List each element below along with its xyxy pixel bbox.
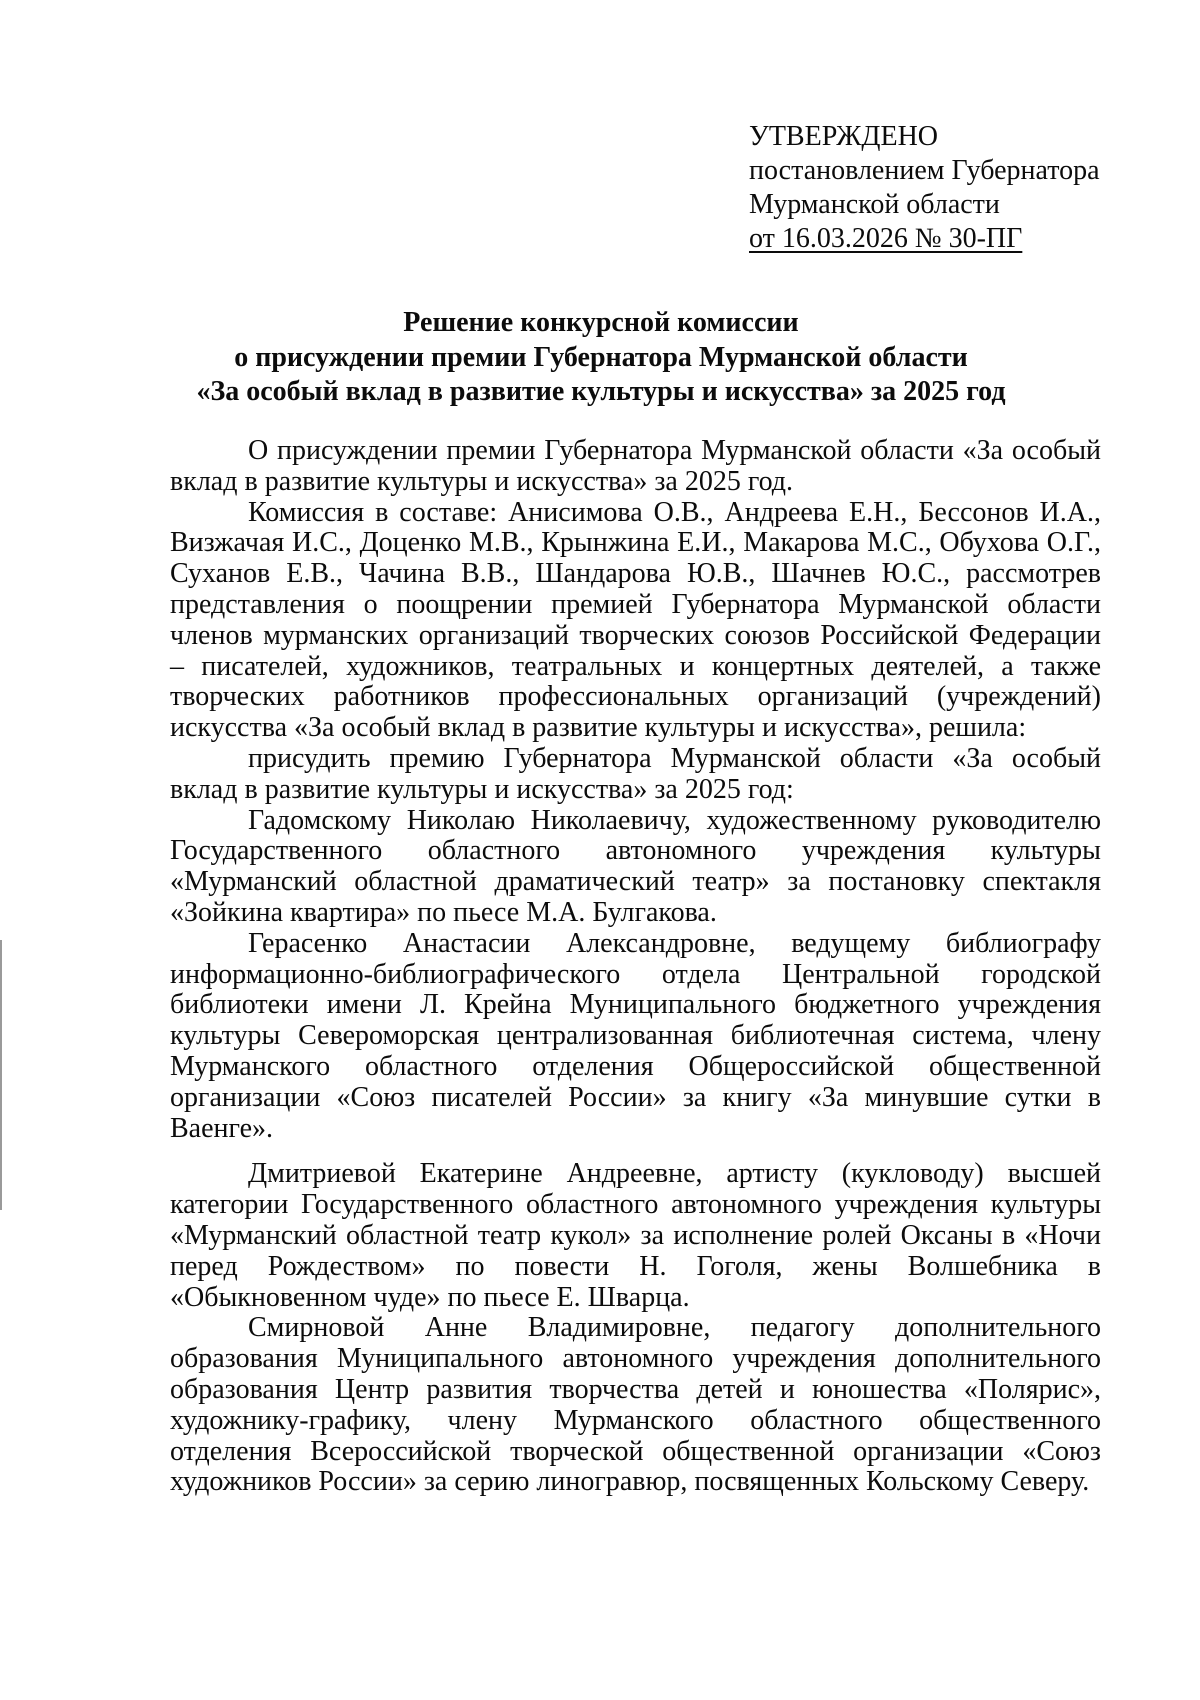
paragraph-award-gadomsky: Гадомскому Николаю Николаевичу, художественному руководителю Государственного областного автономного учреждения культуры «Мурманский областной драматический театр» за постановку спектакля «Зойкина квартира» по пьесе М.А. Булгакова. bbox=[170, 804, 1101, 928]
title-line-3: «За особый вклад в развитие культуры и искусства» за 2025 год bbox=[196, 376, 1006, 407]
approval-region-line: Мурманской области bbox=[749, 189, 1000, 220]
approval-stamp-block bbox=[749, 120, 1100, 256]
paragraph-award-dmitrieva: Дмитриевой Екатерине Андреевне, артисту (кукловоду) высшей категории Государственного областного автономного учреждения культуры «Мурманский областной театр кукол» за исполнение ролей Оксаны в «Ночи перед Рождеством» по повести Н. Гоголя, жены Волшебника в «Обыкновенном чуде» по пьесе Е. Шварца. bbox=[170, 1158, 1101, 1313]
paragraph-decision: присудить премию Губернатора Мурманской области «За особый вклад в развитие культуры и искусства» за 2025 год: bbox=[170, 742, 1101, 805]
document-title bbox=[120, 306, 1082, 410]
approval-heading: УТВЕРЖДЕНО bbox=[749, 121, 939, 152]
paragraph-commission: Комиссия в составе: Анисимова О.В., Андреева Е.Н., Бессонов И.А., Визжачая И.С., Доценко М.В., Крынжина Е.И., Макарова М.С., Обухова О.Г., Суханов Е.В., Чачина В.В., Шандарова Ю.В., Шачнев Ю.С., рассмотрев представления о поощрении премией Губернатора Мурманской области членов мурманских организаций творческих союзов Российской Федерации – писателей, художников, театральных и концертных деятелей, а также творческих работников профессиональных организаций (учреждений) искусства «За особый вклад в развитие культуры и искусства», решила: bbox=[170, 496, 1101, 744]
document-body bbox=[170, 436, 1101, 1498]
scan-edge-mark bbox=[0, 940, 2, 1210]
paragraph-award-smirnova: Смирновой Анне Владимировне, педагогу дополнительного образования Муниципального автономного учреждения дополнительного образования Центр развития творчества детей и юношества «Полярис», художнику-графику, члену Мурманского областного общественного отделения Всероссийской творческой общественной организации «Союз художников России» за серию линогравюр, посвященных Кольскому Северу. bbox=[170, 1312, 1101, 1498]
title-line-2: о присуждении премии Губернатора Мурманской области bbox=[234, 341, 968, 373]
approval-resolution-line: постановлением Губернатора bbox=[749, 155, 1100, 186]
title-line-1: Решение конкурсной комиссии bbox=[403, 307, 799, 338]
paragraph-subject: О присуждении премии Губернатора Мурманской области «За особый вклад в развитие культуры и искусства» за 2025 год. bbox=[170, 435, 1101, 497]
approval-date-number: от 16.03.2026 № 30-ПГ bbox=[749, 223, 1023, 254]
paragraph-award-gerasenko: Герасенко Анастасии Александровне, ведущему библиографу информационно-библиографического отдела Центральной городской библиотеки имени Л. Крейна Муниципального бюджетного учреждения культуры Североморская централизованная библиотечная система, члену Мурманского областного отделения Общероссийской общественной организации «Союз писателей России» за книгу «За минувшие сутки в Ваенге». bbox=[170, 927, 1101, 1144]
